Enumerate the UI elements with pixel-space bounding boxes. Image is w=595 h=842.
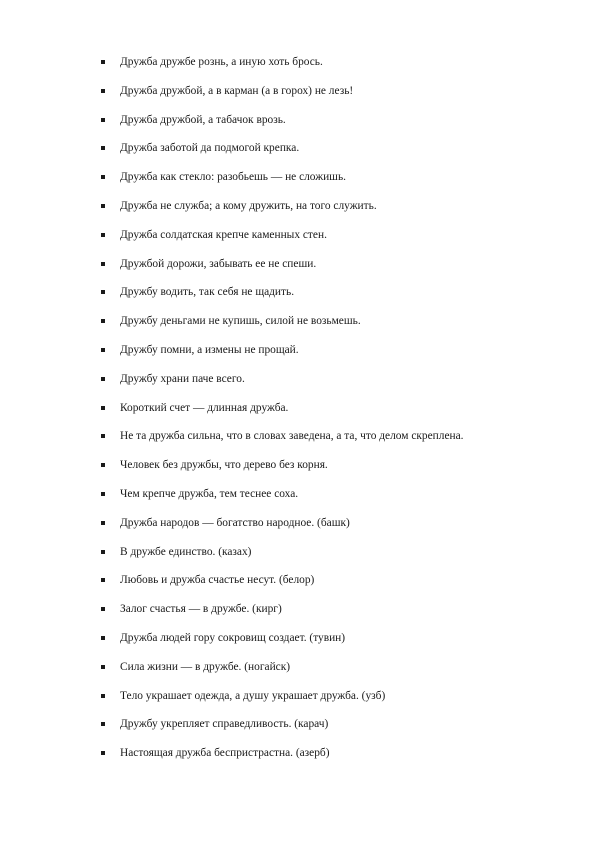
proverb-text: Дружбой дорожи, забывать ее не спеши.	[120, 257, 317, 270]
proverb-text: Сила жизни — в дружбе. (ногайск)	[120, 660, 291, 673]
list-item	[0, 314, 595, 343]
proverb-text: Залог счастья — в дружбе. (кирг)	[120, 603, 282, 616]
list-item	[0, 199, 595, 228]
bullet-icon	[101, 578, 105, 582]
bullet-icon	[101, 118, 105, 122]
proverb-text: Дружбу деньгами не купишь, силой не возьмешь.	[120, 315, 361, 328]
bullet-icon	[101, 521, 105, 525]
bullet-icon	[101, 319, 105, 323]
list-item	[0, 602, 595, 631]
bullet-icon	[101, 751, 105, 755]
bullet-icon	[101, 175, 105, 179]
proverb-text: Дружба народов — богатство народное. (башк)	[120, 516, 350, 529]
proverb-text: Дружба людей гору сокровищ создает. (тувин)	[120, 631, 346, 644]
bullet-icon	[101, 694, 105, 698]
bullet-icon	[101, 377, 105, 381]
list-item	[0, 113, 595, 142]
bullet-icon	[101, 550, 105, 554]
bullet-icon	[101, 233, 105, 237]
list-item	[0, 343, 595, 372]
bullet-icon	[101, 290, 105, 294]
list-item	[0, 257, 595, 286]
proverb-text: Человек без дружбы, что дерево без корня.	[120, 459, 328, 472]
list-item	[0, 689, 595, 718]
list-item	[0, 717, 595, 746]
list-item	[0, 545, 595, 574]
proverb-text: Дружба солдатская крепче каменных стен.	[120, 228, 327, 241]
list-item	[0, 372, 595, 401]
proverb-text: Тело украшает одежда, а душу украшает дружба. (узб)	[120, 689, 386, 702]
proverb-text: Настоящая дружба беспристрастна. (азерб)	[120, 747, 330, 760]
bullet-icon	[101, 406, 105, 410]
bullet-icon	[101, 665, 105, 669]
bullet-icon	[101, 89, 105, 93]
list-item	[0, 516, 595, 545]
proverb-text: Короткий счет — длинная дружба.	[120, 401, 289, 414]
proverb-text: Дружбу водить, так себя не щадить.	[120, 286, 295, 299]
bullet-icon	[101, 146, 105, 150]
list-item	[0, 285, 595, 314]
bullet-icon	[101, 722, 105, 726]
list-item	[0, 170, 595, 199]
proverb-list	[0, 55, 595, 775]
proverb-text: Не та дружба сильна, что в словах заведена, а та, что делом скреплена.	[120, 430, 464, 443]
proverb-text: Дружбу храни паче всего.	[120, 372, 245, 385]
list-item	[0, 573, 595, 602]
proverb-text: Дружба заботой да подмогой крепка.	[120, 142, 300, 155]
list-item	[0, 631, 595, 660]
list-item	[0, 401, 595, 430]
list-item	[0, 55, 595, 84]
proverb-text: Дружба не служба; а кому дружить, на того служить.	[120, 199, 377, 212]
proverb-text: Любовь и дружба счастье несут. (белор)	[120, 574, 315, 587]
bullet-icon	[101, 262, 105, 266]
list-item	[0, 458, 595, 487]
bullet-icon	[101, 607, 105, 611]
proverb-text: Дружбу укрепляет справедливость. (карач)	[120, 718, 329, 731]
proverb-text: Дружба дружбой, а в карман (а в горох) не лезь!	[120, 84, 354, 97]
list-item	[0, 746, 595, 775]
bullet-icon	[101, 348, 105, 352]
proverb-text: Чем крепче дружба, тем теснее соха.	[120, 487, 299, 500]
proverb-text: В дружбе единство. (казах)	[120, 545, 252, 558]
proverb-text: Дружба дружбе рознь, а иную хоть брось.	[120, 56, 323, 68]
proverb-text: Дружба дружбой, а табачок врозь.	[120, 113, 286, 126]
list-item	[0, 84, 595, 113]
bullet-icon	[101, 204, 105, 208]
bullet-icon	[101, 463, 105, 467]
proverb-text: Дружба как стекло: разобьешь — не сложишь.	[120, 171, 346, 184]
list-item	[0, 141, 595, 170]
proverb-text: Дружбу помни, а измены не прощай.	[120, 343, 299, 356]
bullet-icon	[101, 434, 105, 438]
list-item	[0, 660, 595, 689]
bullet-icon	[101, 60, 105, 64]
bullet-icon	[101, 492, 105, 496]
list-item	[0, 228, 595, 257]
list-item	[0, 429, 595, 458]
list-item	[0, 487, 595, 516]
bullet-icon	[101, 636, 105, 640]
